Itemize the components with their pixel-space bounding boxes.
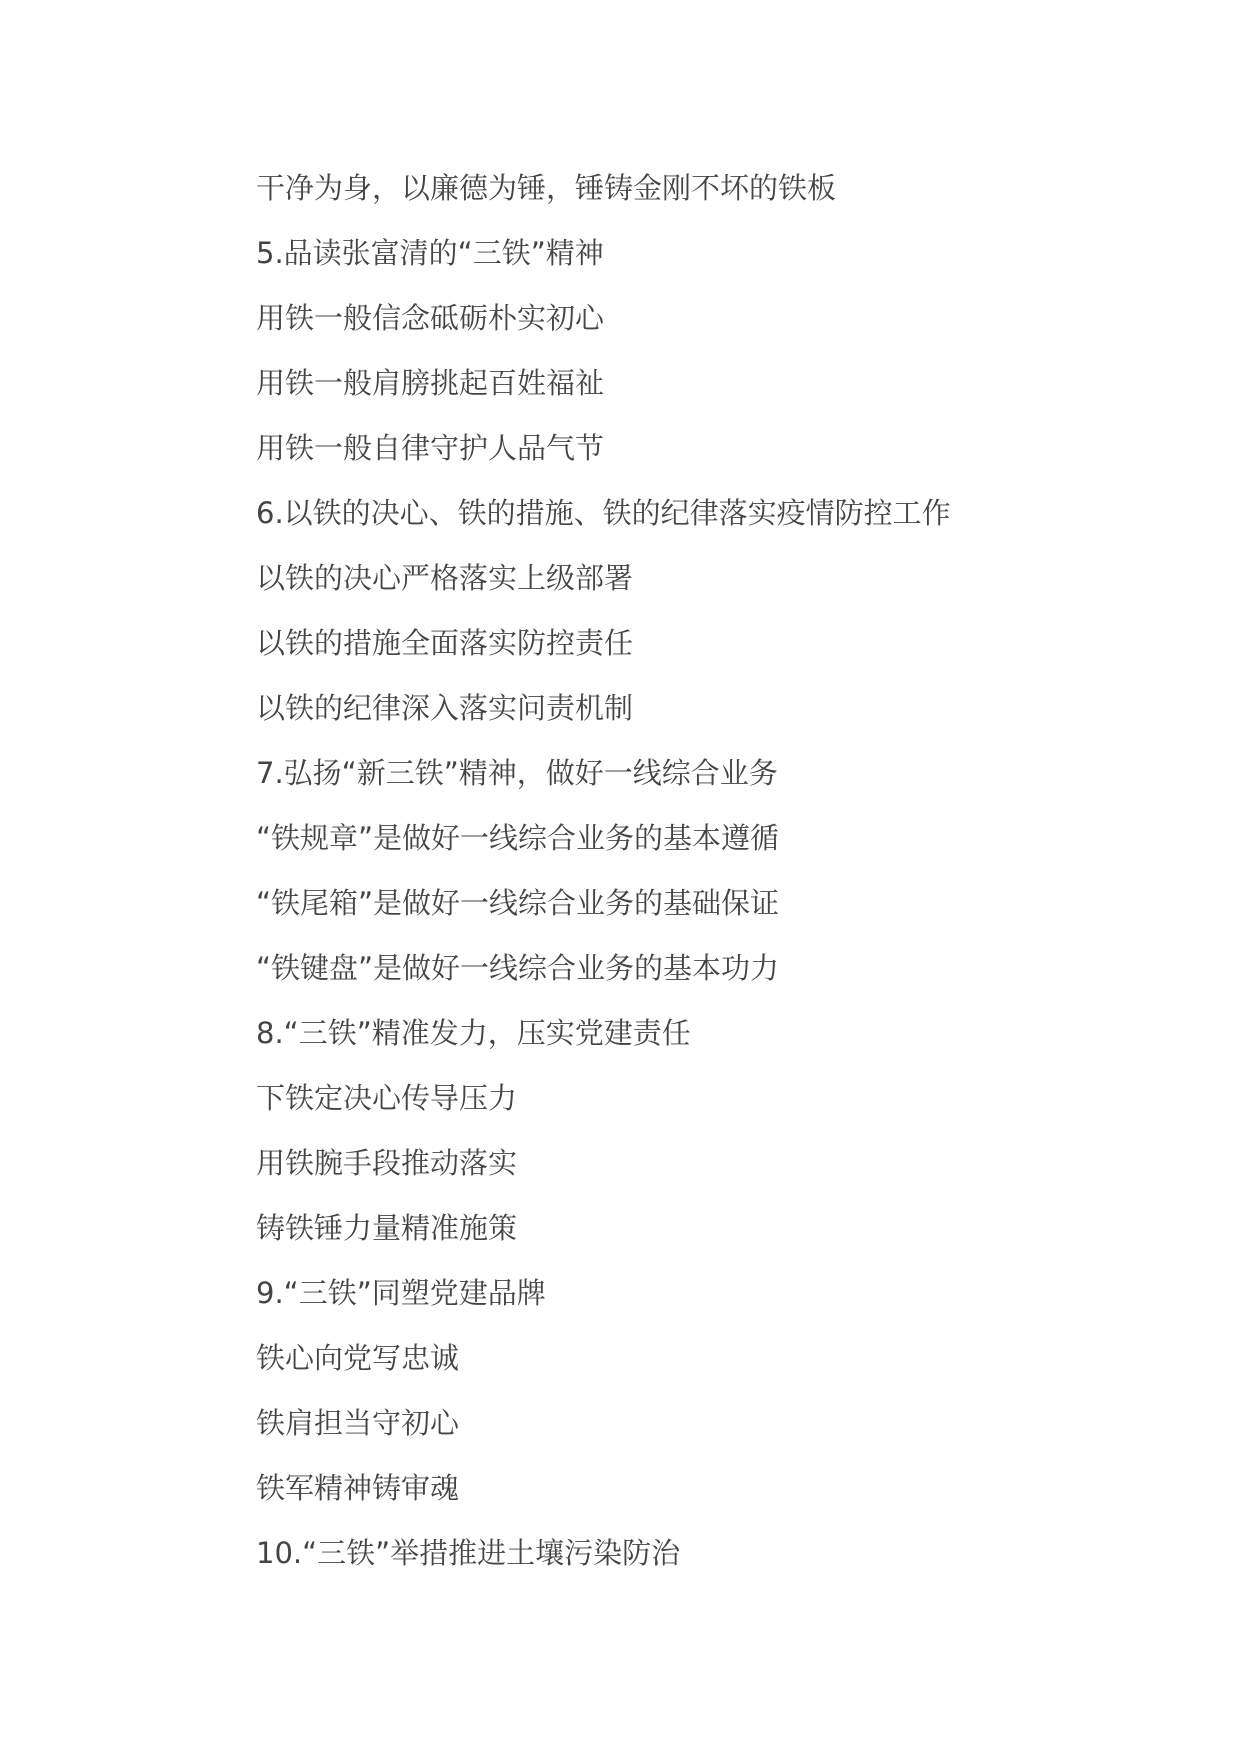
body-line: 用铁一般肩膀挑起百姓福祉 [256, 366, 605, 400]
body-line: 铸铁锤力量精准施策 [256, 1211, 518, 1245]
body-line: 铁心向党写忠诚 [256, 1341, 460, 1375]
body-line: 以铁的纪律深入落实问责机制 [256, 691, 634, 725]
body-line: 用铁一般自律守护人品气节 [256, 431, 605, 465]
body-line: 铁肩担当守初心 [256, 1406, 460, 1440]
document-body [256, 168, 1156, 1598]
section-heading-9: 9.“三铁”同塑党建品牌 [256, 1276, 546, 1310]
body-line: 以铁的措施全面落实防控责任 [256, 626, 634, 660]
body-line: 干净为身，以廉德为锤，锤铸金刚不坏的铁板 [256, 171, 837, 205]
body-line: “铁尾箱”是做好一线综合业务的基础保证 [256, 886, 780, 920]
section-heading-5: 5.品读张富清的“三铁”精神 [256, 236, 604, 270]
section-heading-8: 8.“三铁”精准发力，压实党建责任 [256, 1016, 691, 1050]
body-line: 铁军精神铸审魂 [256, 1471, 460, 1505]
body-line: 下铁定决心传导压力 [256, 1081, 518, 1115]
body-line: 以铁的决心严格落实上级部署 [256, 561, 634, 595]
section-heading-10: 10.“三铁”举措推进土壤污染防治 [256, 1536, 681, 1570]
body-line: 用铁一般信念砥砺朴实初心 [256, 301, 605, 335]
body-line: “铁键盘”是做好一线综合业务的基本功力 [256, 951, 780, 985]
body-line: 用铁腕手段推动落实 [256, 1146, 518, 1180]
body-line: “铁规章”是做好一线综合业务的基本遵循 [256, 821, 780, 855]
section-heading-6: 6.以铁的决心、铁的措施、铁的纪律落实疫情防控工作 [256, 496, 951, 530]
section-heading-7: 7.弘扬“新三铁”精神，做好一线综合业务 [256, 756, 778, 790]
